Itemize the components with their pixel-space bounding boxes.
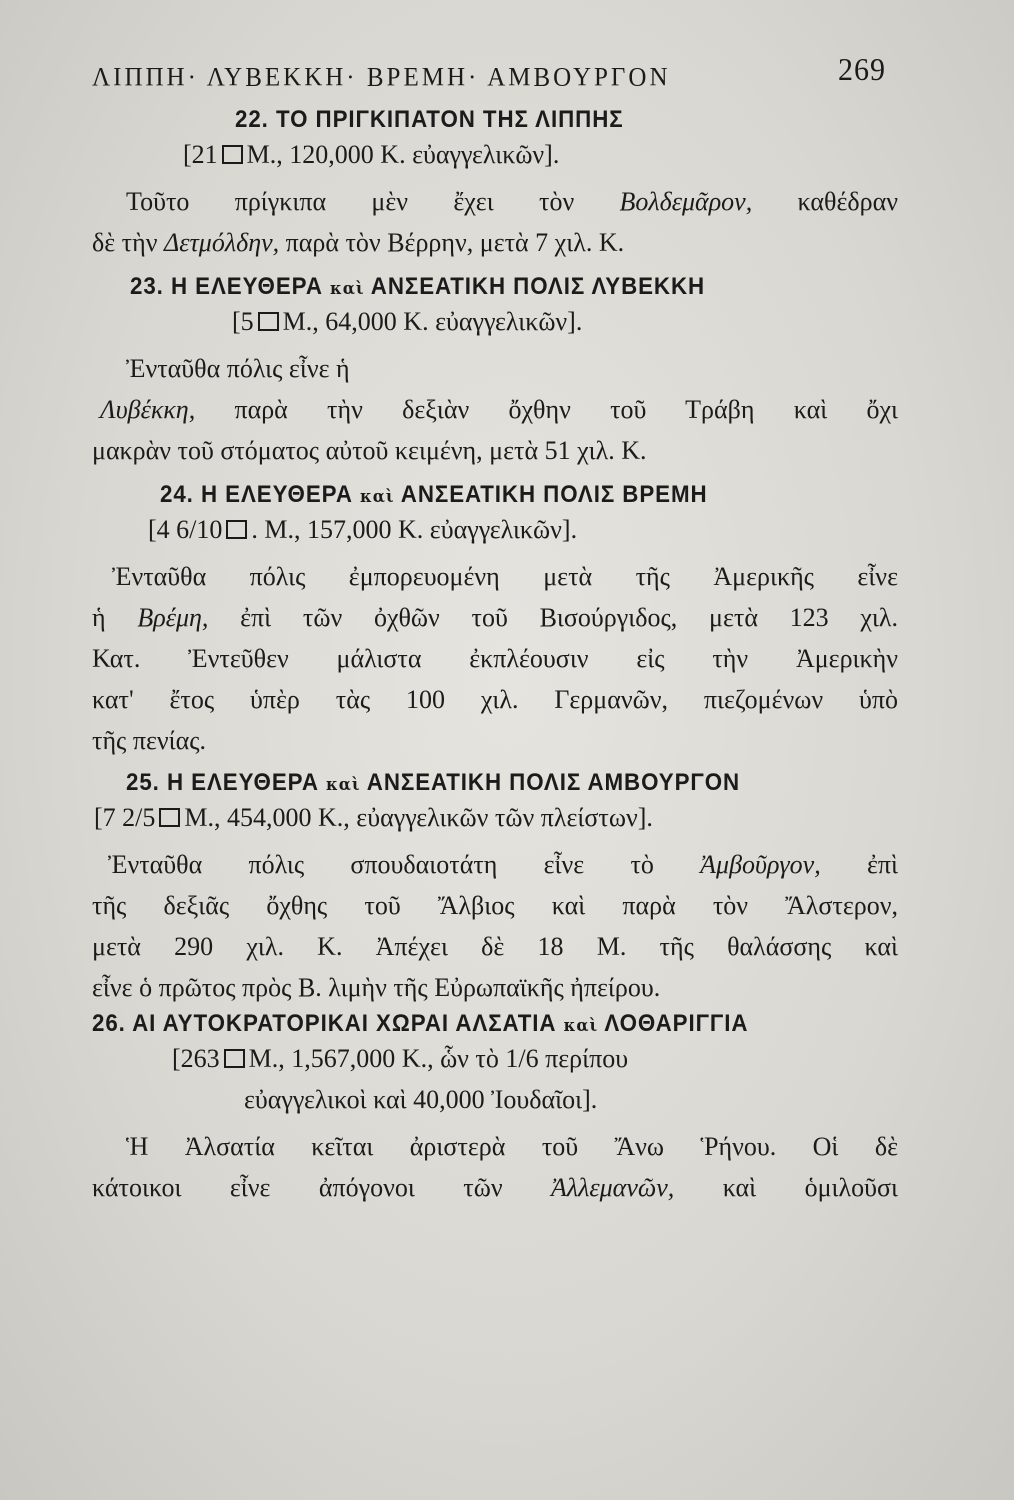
section-23-stats	[232, 301, 898, 342]
section-24-line-5: τῆς πενίας.	[92, 726, 207, 755]
section-25-line-4: εἶνε ὁ πρῶτος πρὸς Β. λιμὴν τῆς Εὐρωπαϊκῆς ἠπείρου.	[92, 973, 661, 1002]
heading-run: 26. ΑΙ ΑΥΤΟΚΡΑΤΟΡΙΚΑΙ ΧΩΡΑΙ ΑΛΣΑΤΙΑ	[92, 1010, 557, 1037]
heading-conjunction: καὶ	[563, 1016, 599, 1036]
text-run-italic: Βολδεμᾶρον,	[619, 187, 753, 216]
section-25-line-2: τῆς δεξιᾶς ὄχθης τοῦ Ἄλβιος καὶ παρὰ τὸν Ἄλστερον,	[92, 891, 898, 920]
section-26-stats	[172, 1038, 898, 1079]
heading-conjunction: καὶ	[360, 487, 395, 507]
section-24-heading	[160, 481, 846, 509]
heading-run: 25. Η ΕΛΕΥΘΕΡΑ	[126, 769, 319, 796]
text-run: ἐπὶ τῶν ὀχθῶν τοῦ Βισούργιδος, μετὰ 123 χιλ.	[240, 603, 899, 632]
text-run: κάτοικοι εἶνε ἀπόγονοι τῶν	[92, 1173, 503, 1202]
section-23-line-1: Ἐνταῦθα πόλις εἶνε ἡ	[126, 354, 350, 383]
section-25-stats	[94, 797, 898, 838]
heading-run: 23. Η ΕΛΕΥΘΕΡΑ	[130, 273, 323, 300]
text-run: Τοῦτο πρίγκιπα μὲν ἔχει τὸν	[126, 187, 575, 216]
section-25-line-3: μετὰ 290 χιλ. Κ. Ἀπέχει δὲ 18 Μ. τῆς θαλάσσης καὶ	[92, 932, 898, 961]
square-symbol-icon	[258, 312, 279, 331]
stats-area: [5	[232, 307, 254, 336]
square-symbol-icon	[222, 145, 243, 164]
stats-area: [21	[183, 140, 218, 169]
section-22-line-1	[126, 181, 898, 222]
heading-conjunction: καὶ	[330, 279, 365, 299]
stats-area: [263	[172, 1044, 220, 1073]
section-26-stats-cont: εὐαγγελικοὶ καὶ 40,000 Ἰουδαῖοι].	[244, 1085, 598, 1114]
section-22-heading: 22. ΤΟ ΠΡΙΓΚΙΠΑΤΟΝ ΤΗΣ ΛΙΠΠΗΣ	[235, 106, 624, 133]
heading-run: ΑΝΣΕΑΤΙΚΗ ΠΟΛΙΣ ΑΜΒΟΥΡΓΟΝ	[366, 769, 741, 796]
section-22-stats	[183, 134, 898, 175]
section-24-line-3: Κατ. Ἐντεῦθεν μάλιστα ἐκπλέουσιν εἰς τὴν Ἀμερικὴν	[92, 644, 898, 673]
running-head	[92, 51, 898, 101]
stats-population: Μ., 454,000 Κ., εὐαγγελικῶν τῶν πλείστων].	[184, 803, 653, 832]
section-26-line-1: Ἡ Ἀλσατία κεῖται ἀριστερὰ τοῦ Ἄνω Ῥήνου. Οἱ δὲ	[126, 1132, 898, 1161]
text-run: καὶ ὁμιλοῦσι	[722, 1173, 899, 1202]
section-25-line-1	[108, 844, 898, 885]
square-symbol-icon	[226, 520, 247, 539]
stats-population: Μ., 64,000 Κ. εὐαγγελικῶν].	[282, 307, 583, 336]
heading-conjunction: καὶ	[326, 775, 361, 795]
text-run: ἡ	[92, 603, 106, 632]
section-22-line-2	[92, 222, 898, 263]
text-run: Ἐνταῦθα πόλις σπουδαιοτάτη εἶνε τὸ	[108, 850, 654, 879]
text-run: παρὰ τὸν Βέρρην, μετὰ 7 χιλ. Κ.	[285, 228, 625, 257]
section-24-line-1: Ἐνταῦθα πόλις ἐμπορευομένη μετὰ τῆς Ἀμερικῆς εἶνε	[112, 562, 898, 591]
text-run-italic: Βρέμη,	[137, 603, 209, 632]
stats-area: [4 6/10	[148, 515, 223, 544]
text-run: δὲ τὴν	[92, 228, 158, 257]
heading-run: ΛΟΘΑΡΙΓΓΙΑ	[604, 1010, 749, 1037]
page-text	[92, 52, 898, 1208]
text-run-italic: Ἀλλεμανῶν,	[550, 1173, 675, 1202]
section-24-line-4: κατ' ἔτος ὑπὲρ τὰς 100 χιλ. Γερμανῶν, πιεζομένων ὑπὸ	[92, 685, 898, 714]
section-26-line-2	[92, 1167, 898, 1208]
section-24-line-2	[92, 597, 898, 638]
text-run: παρὰ τὴν δεξιὰν ὄχθην τοῦ Τράβη καὶ ὄχι	[234, 395, 898, 424]
page-number: 269	[838, 52, 886, 88]
text-run-italic: Ἀμβοῦργον,	[700, 850, 821, 879]
section-25-heading	[126, 769, 844, 797]
text-run: καθέδραν	[797, 187, 898, 216]
text-run-italic: Δετμόλδην,	[163, 228, 280, 257]
stats-area: [7 2/5	[94, 803, 156, 832]
square-symbol-icon	[224, 1049, 245, 1068]
section-24-stats	[148, 509, 898, 550]
stats-population: Μ., 120,000 Κ. εὐαγγελικῶν].	[246, 140, 560, 169]
stats-population: Μ., 1,567,000 Κ., ὧν τὸ 1/6 περίπου	[248, 1044, 629, 1073]
heading-run: ΑΝΣΕΑΤΙΚΗ ΠΟΛΙΣ ΛΥΒΕΚΚΗ	[370, 273, 706, 300]
section-26-heading	[92, 1010, 842, 1038]
text-run-italic: Λυβέκκη,	[100, 395, 196, 424]
section-23-line-2	[100, 389, 898, 430]
stats-population: . Μ., 157,000 Κ. εὐαγγελικῶν].	[251, 515, 578, 544]
section-23-heading	[130, 273, 844, 301]
text-run: ἐπὶ	[866, 850, 899, 879]
section-23-line-3: μακρὰν τοῦ στόματος αὐτοῦ κειμένη, μετὰ 51 χιλ. Κ.	[92, 436, 647, 465]
square-symbol-icon	[159, 808, 180, 827]
heading-run: ΑΝΣΕΑΤΙΚΗ ΠΟΛΙΣ ΒΡΕΜΗ	[400, 481, 708, 508]
heading-run: 24. Η ΕΛΕΥΘΕΡΑ	[160, 481, 353, 508]
running-head-title: ΛΙΠΠΗ· ΛΥΒΕΚΚΗ· ΒΡΕΜΗ· ΑΜΒΟΥΡΓΟΝ	[92, 63, 671, 92]
